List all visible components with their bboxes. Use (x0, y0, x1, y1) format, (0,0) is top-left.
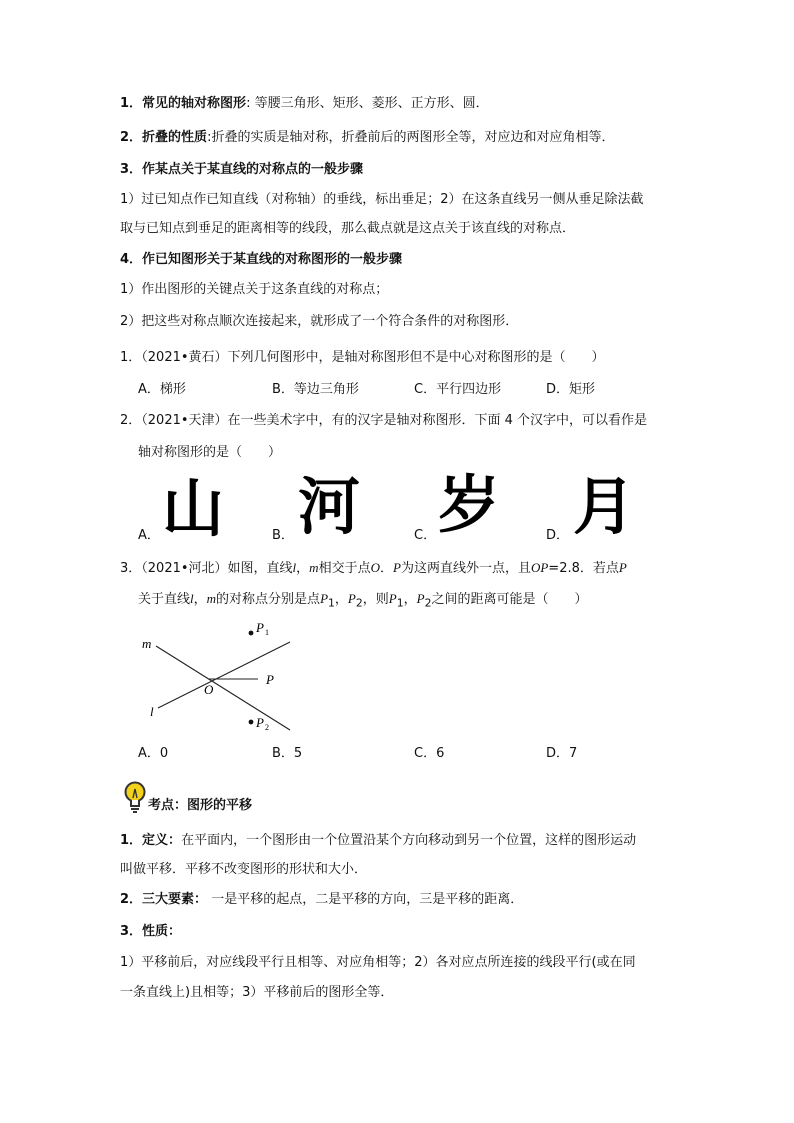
var-P2: P (347, 591, 356, 606)
label-P1: P (256, 620, 264, 635)
question-3-option-d[interactable]: D．7 (546, 746, 578, 761)
point-title: 性质： (142, 924, 182, 939)
translation-point-3 (120, 922, 181, 942)
stem-text: ， (403, 592, 417, 607)
stem-text: ， (296, 561, 310, 576)
point-text: :折叠的实质是轴对称，折叠前后的两图形全等，对应边和对应角相等． (207, 130, 615, 145)
point-number: 1． (120, 833, 143, 848)
var-P1: P (320, 591, 329, 606)
subscript-2: 2 (424, 596, 432, 610)
point-title: 作已知图形关于某直线的对称图形的一般步骤 (142, 252, 403, 267)
point-number: 3． (120, 162, 143, 177)
point-number: 1． (120, 96, 143, 111)
question-3-option-a[interactable]: A．0 (138, 746, 169, 761)
stem-text: ， (334, 592, 348, 607)
label-P1-sub: 1 (265, 628, 269, 637)
stem-text: 关于直线 (138, 592, 191, 607)
var-P: P (392, 560, 401, 575)
question-1-option-b[interactable]: B．等边三角形 (272, 382, 359, 397)
label-O: O (204, 682, 214, 697)
point-number: 2． (120, 130, 143, 145)
symmetry-point-4-text-line-1: 1）作出图形的关键点关于这条直线的对称点； (120, 282, 389, 297)
translation-point-2 (120, 890, 523, 910)
question-2-stem-line-2: 轴对称图形的是（ ） (138, 445, 282, 460)
stem-text: 之间的距离可能是（ ） (431, 592, 588, 607)
point-title: 三大要素： (142, 892, 208, 907)
question-1-option-a[interactable]: A．梯形 (138, 382, 186, 397)
point-text: : 等腰三角形、矩形、菱形、正方形、圆． (246, 96, 489, 111)
lightbulb-icon (122, 780, 148, 814)
subscript-1: 1 (328, 596, 335, 610)
var-P1: P (388, 591, 397, 606)
symmetry-point-2 (120, 128, 614, 148)
question-2-char-he: 河 (298, 470, 361, 543)
stem-text: ，则 (362, 592, 389, 607)
var-l: l (292, 560, 297, 575)
line-m (156, 646, 290, 730)
question-2-char-shan: 山 (162, 472, 225, 545)
translation-point-1 (120, 831, 636, 851)
label-P2-sub: 2 (265, 723, 269, 732)
point-P1 (249, 631, 254, 636)
question-2-char-sui: 岁 (438, 468, 501, 541)
translation-point-1-line-2: 叫做平移．平移不改变图形的形状和大小． (120, 862, 368, 877)
translation-point-3-line-1: 1）平移前后，对应线段平行且相等、对应角相等；2）各对应点所连接的线段平行(或在同 (120, 955, 636, 970)
label-P: P (266, 672, 274, 687)
stem-text: =2.8．若点 (548, 561, 619, 576)
var-P2: P (416, 591, 425, 606)
label-l: l (150, 704, 154, 719)
question-3-option-b[interactable]: B．5 (272, 746, 303, 761)
stem-text: ． (379, 561, 393, 576)
point-title: 定义： (142, 833, 182, 848)
question-2-option-d[interactable]: D． (546, 528, 570, 543)
translation-point-3-line-2: 一条直线上)且相等；3）平移前后的图形全等． (120, 985, 394, 1000)
question-3-stem-line-2 (138, 589, 588, 614)
question-2-stem-line-1: 2．（2021•天津）在一些美术字中，有的汉字是轴对称图形．下面 4 个汉字中，可以看作是 (120, 413, 648, 428)
label-m: m (142, 636, 152, 651)
symmetry-point-4-text-line-2: 2）把这些对称点顺次连接起来，就形成了一个符合条件的对称图形． (120, 314, 519, 329)
translation-heading: 考点：图形的平移 (148, 798, 253, 813)
symmetry-point-4 (120, 250, 402, 270)
point-number: 4． (120, 252, 143, 267)
point-number: 3． (120, 924, 143, 939)
question-3-stem-line-1 (120, 558, 627, 579)
var-P: P (618, 560, 627, 575)
label-P2: P (256, 715, 264, 730)
question-1-option-c[interactable]: C．平行四边形 (414, 382, 502, 397)
question-1-stem: 1．（2021•黄石）下列几何图形中，是轴对称图形但不是中心对称图形的是（ ） (120, 350, 605, 365)
subscript-1: 1 (396, 596, 404, 610)
question-3-option-c[interactable]: C．6 (414, 746, 445, 761)
stem-text: ， (193, 592, 207, 607)
question-2-option-b[interactable]: B． (272, 528, 294, 543)
point-P2 (249, 720, 254, 725)
symmetry-point-3-text-line-1: 1）过已知点作已知直线（对称轴）的垂线，标出垂足；2）在这条直线另一侧从垂足除法截 (120, 192, 644, 207)
symmetry-point-3 (120, 160, 363, 180)
question-1-option-d[interactable]: D．矩形 (546, 382, 596, 397)
stem-text: 3．（2021•河北）如图，直线 (120, 561, 293, 576)
var-l: l (190, 591, 194, 606)
stem-text: 为这两直线外一点，且 (400, 561, 531, 576)
var-O: O (370, 560, 380, 575)
point-title: 常见的轴对称图形 (142, 96, 247, 111)
stem-text: 的对称点分别是点 (216, 592, 321, 607)
question-2-option-c[interactable]: C． (414, 528, 437, 543)
question-3-figure (130, 612, 300, 740)
var-m: m (309, 560, 319, 575)
var-OP: OP (530, 560, 549, 575)
question-2-option-a[interactable]: A． (138, 528, 160, 543)
point-title: 作某点关于某直线的对称点的一般步骤 (142, 162, 364, 177)
symmetry-point-1 (120, 94, 489, 114)
point-text: 在平面内，一个图形由一个位置沿某个方向移动到另一个位置，这样的图形运动 (181, 833, 637, 848)
point-text: 一是平移的起点，二是平移的方向，三是平移的距离． (207, 892, 524, 907)
stem-text: 相交于点 (318, 561, 371, 576)
question-2-char-yue: 月 (573, 470, 636, 543)
subscript-2: 2 (355, 596, 363, 610)
point-title: 折叠的性质 (142, 130, 208, 145)
var-m: m (206, 591, 217, 606)
point-number: 2． (120, 892, 143, 907)
symmetry-point-3-text-line-2: 取与已知点到垂足的距离相等的线段，那么截点就是这点关于该直线的对称点． (120, 221, 576, 236)
